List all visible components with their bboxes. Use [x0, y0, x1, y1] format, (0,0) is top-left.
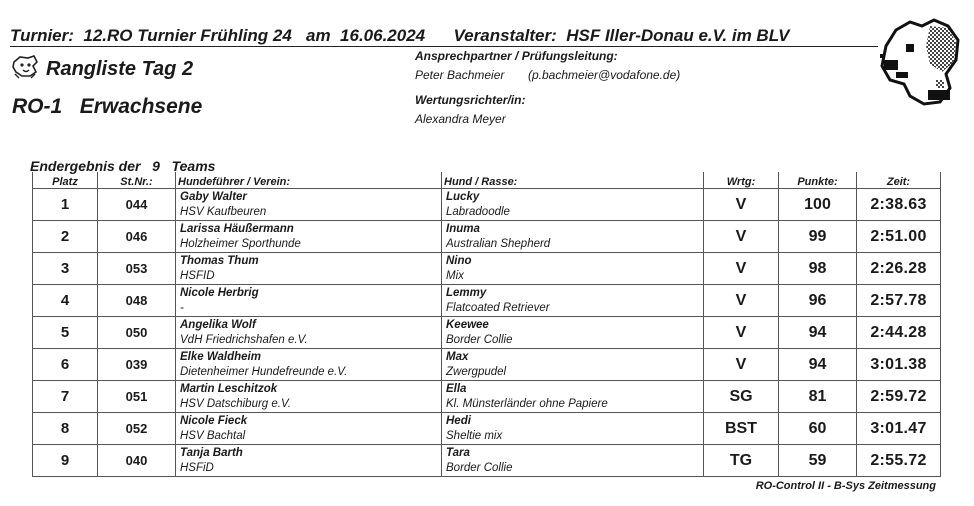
handler-cell [176, 189, 442, 221]
table-row [33, 221, 941, 253]
class-code: RO-1 [12, 95, 63, 118]
platz-cell: 8 [33, 413, 98, 445]
dog-breed: Flatcoated Retriever [446, 301, 550, 314]
platz-cell: 2 [33, 221, 98, 253]
organizer-name: HSF Iller-Donau e.V. im BLV [566, 26, 790, 45]
col-header-startnr: St.Nr.: [98, 172, 176, 189]
startnr-cell: 050 [98, 317, 176, 349]
handler-cell [176, 285, 442, 317]
tournament-name: 12.RO Turnier Frühling 24 [83, 26, 292, 45]
footer-credit: RO-Control II - B-Sys Zeitmessung [755, 480, 936, 492]
platz-cell: 6 [33, 349, 98, 381]
dog-cell [442, 445, 704, 477]
dog-name: Lemmy [446, 286, 487, 299]
points-cell: 99 [779, 221, 857, 253]
class-title [12, 95, 202, 119]
col-header-time: Zeit: [857, 172, 941, 189]
handler-club: HSFiD [180, 461, 214, 474]
handler-name: Angelika Wolf [180, 318, 256, 331]
dog-cell [442, 221, 704, 253]
dog-breed: Border Collie [446, 333, 513, 346]
platz-cell: 1 [33, 189, 98, 221]
handler-name: Gaby Walter [180, 190, 247, 203]
startnr-cell: 053 [98, 253, 176, 285]
handler-club: Holzheimer Sporthunde [180, 237, 301, 250]
handler-club: HSV Kaufbeuren [180, 205, 267, 218]
handler-club: HSV Datschiburg e.V. [180, 397, 292, 410]
handler-cell [176, 445, 442, 477]
points-cell: 96 [779, 285, 857, 317]
handler-cell [176, 317, 442, 349]
contact-name: Peter Bachmeier [415, 68, 505, 82]
handler-cell [176, 349, 442, 381]
handler-cell [176, 253, 442, 285]
dog-breed: Zwergpudel [446, 365, 507, 378]
dog-breed: Border Collie [446, 461, 513, 474]
platz-cell: 4 [33, 285, 98, 317]
dog-head-icon [10, 54, 40, 80]
points-cell: 81 [779, 381, 857, 413]
startnr-cell: 039 [98, 349, 176, 381]
table-row [33, 317, 941, 349]
startnr-cell: 052 [98, 413, 176, 445]
dog-name: Hedi [446, 414, 471, 427]
col-header-platz: Platz [33, 172, 98, 189]
rating-cell: TG [704, 445, 779, 477]
col-header-handler: Hundeführer / Verein: [176, 172, 442, 189]
handler-name: Nicole Herbrig [180, 286, 259, 299]
dog-name: Ella [446, 382, 467, 395]
results-table [32, 172, 941, 477]
platz-cell: 5 [33, 317, 98, 349]
dog-name: Max [446, 350, 469, 363]
class-name: Erwachsene [79, 95, 203, 118]
rating-cell: V [704, 253, 779, 285]
platz-cell: 3 [33, 253, 98, 285]
rating-cell: V [704, 221, 779, 253]
handler-club: - [180, 301, 184, 314]
time-cell: 2:26.28 [857, 253, 941, 285]
dog-name: Keewee [446, 318, 489, 331]
dog-cell [442, 349, 704, 381]
handler-club: HSV Bachtal [180, 429, 246, 442]
startnr-cell: 048 [98, 285, 176, 317]
table-row [33, 349, 941, 381]
col-header-dog: Hund / Rasse: [442, 172, 704, 189]
rating-cell: V [704, 317, 779, 349]
points-cell: 60 [779, 413, 857, 445]
points-cell: 94 [779, 317, 857, 349]
rating-cell: V [704, 349, 779, 381]
table-row [33, 381, 941, 413]
dog-name: Lucky [446, 190, 480, 203]
time-cell: 2:59.72 [857, 381, 941, 413]
time-cell: 2:44.28 [857, 317, 941, 349]
startnr-cell: 051 [98, 381, 176, 413]
points-cell: 100 [779, 189, 857, 221]
table-row [33, 253, 941, 285]
dog-cell [442, 317, 704, 349]
dog-cell [442, 381, 704, 413]
handler-club: Dietenheimer Hundefreunde e.V. [180, 365, 348, 378]
handler-name: Elke Waldheim [180, 350, 261, 363]
points-cell: 59 [779, 445, 857, 477]
results-suffix: Teams [171, 158, 216, 174]
col-header-rating: Wrtg: [704, 172, 779, 189]
handler-name: Tanja Barth [180, 446, 243, 459]
platz-cell: 9 [33, 445, 98, 477]
judge-name: Alexandra Meyer [415, 112, 506, 126]
date-prefix: am [306, 26, 331, 45]
tournament-header [10, 26, 790, 46]
handler-name: Martin Leschitzok [180, 382, 278, 395]
team-count: 9 [152, 158, 160, 174]
dog-breed: Sheltie mix [446, 429, 503, 442]
table-header-row [33, 172, 941, 189]
time-cell: 3:01.38 [857, 349, 941, 381]
dog-cell [442, 189, 704, 221]
dog-mascot-logo [876, 16, 966, 108]
startnr-cell: 044 [98, 189, 176, 221]
results-prefix: Endergebnis der [30, 158, 141, 174]
page-title: Rangliste Tag 2 [46, 58, 194, 80]
table-row [33, 413, 941, 445]
rating-cell: BST [704, 413, 779, 445]
col-header-points: Punkte: [779, 172, 857, 189]
points-cell: 98 [779, 253, 857, 285]
rating-cell: SG [704, 381, 779, 413]
time-cell: 3:01.47 [857, 413, 941, 445]
handler-name: Larissa Häußermann [180, 222, 294, 235]
time-cell: 2:55.72 [857, 445, 941, 477]
header-divider [10, 46, 878, 47]
judge-label: Wertungsrichter/in: [415, 93, 526, 107]
dog-cell [442, 285, 704, 317]
tournament-date: 16.06.2024 [340, 26, 426, 45]
time-cell: 2:57.78 [857, 285, 941, 317]
handler-cell [176, 413, 442, 445]
handler-name: Nicole Fieck [180, 414, 248, 427]
handler-name: Thomas Thum [180, 254, 259, 267]
table-row [33, 189, 941, 221]
tournament-label: Turnier: [10, 26, 74, 45]
handler-cell [176, 221, 442, 253]
startnr-cell: 040 [98, 445, 176, 477]
dog-name: Nino [446, 254, 472, 267]
dog-name: Inuma [446, 222, 480, 235]
contact-email: (p.bachmeier@vodafone.de) [528, 68, 681, 82]
handler-club: HSFID [180, 269, 215, 282]
dog-breed: Kl. Münsterländer ohne Papiere [446, 397, 608, 410]
dog-breed: Australian Shepherd [446, 237, 551, 250]
rating-cell: V [704, 285, 779, 317]
dog-name: Tara [446, 446, 470, 459]
handler-club: VdH Friedrichshafen e.V. [180, 333, 308, 346]
rating-cell: V [704, 189, 779, 221]
dog-breed: Mix [446, 269, 464, 282]
organizer-label: Veranstalter: [453, 26, 557, 45]
time-cell: 2:38.63 [857, 189, 941, 221]
dog-breed: Labradoodle [446, 205, 510, 218]
dog-cell [442, 253, 704, 285]
handler-cell [176, 381, 442, 413]
contact-label: Ansprechpartner / Prüfungsleitung: [415, 49, 618, 63]
time-cell: 2:51.00 [857, 221, 941, 253]
platz-cell: 7 [33, 381, 98, 413]
startnr-cell: 046 [98, 221, 176, 253]
dog-cell [442, 413, 704, 445]
table-row [33, 445, 941, 477]
table-row [33, 285, 941, 317]
points-cell: 94 [779, 349, 857, 381]
